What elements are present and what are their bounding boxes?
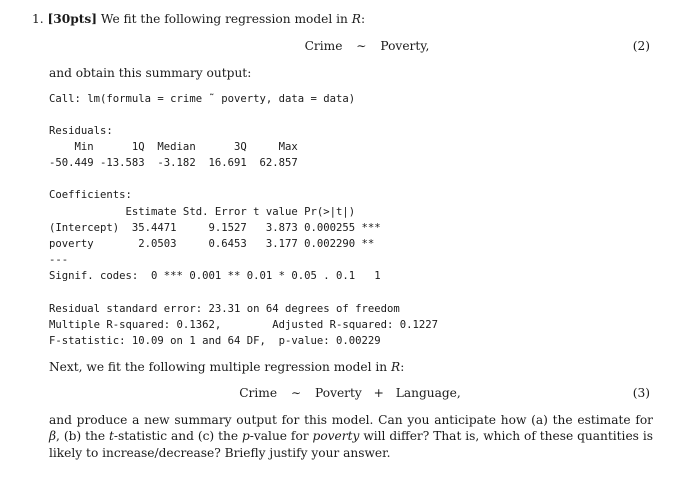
signif-codes: Signif. codes: 0 *** 0.001 ** 0.01 * 0.05 . 0.1 1 xyxy=(49,270,381,282)
equation-2-body xyxy=(40,39,694,53)
para-part-2: , (b) the xyxy=(56,429,106,444)
eq3-number: (3) xyxy=(632,386,650,400)
equation-3 xyxy=(0,386,694,402)
eq3-plus: + xyxy=(373,386,384,400)
problem-points: [30pts] xyxy=(47,12,98,26)
p-symbol: p xyxy=(241,429,250,444)
coef-title: Coefficients: xyxy=(49,189,132,201)
obtain-text: and obtain this summary output: xyxy=(49,66,252,80)
separator: --- xyxy=(49,254,69,266)
problem-lang: R xyxy=(351,12,361,26)
residuals-header: Min 1Q Median 3Q Max xyxy=(49,141,298,153)
r-squared: Multiple R-squared: 0.1362, Adjusted R-squared: 0.1227 xyxy=(49,319,439,331)
para-part-1: and produce a new summary output for this model. Can you anticipate how (a) the estimate for xyxy=(49,413,653,427)
coef-row-intercept: (Intercept) 35.4471 9.1527 3.873 0.000255 *** xyxy=(49,222,381,234)
next-text-after: : xyxy=(400,360,405,374)
next-text-lang: R xyxy=(391,360,401,374)
eq2-tilde: ∼ xyxy=(356,39,367,53)
equation-3-body xyxy=(6,386,694,400)
t-symbol: t xyxy=(108,429,114,444)
residuals-values: -50.449 -13.583 -3.182 16.691 62.857 xyxy=(49,157,298,169)
residuals-title: Residuals: xyxy=(49,125,113,137)
eq3-term1: Poverty xyxy=(315,386,362,400)
problem-intro: We fit the following regression model in xyxy=(100,12,348,26)
equation-2 xyxy=(0,39,694,55)
r-call: Call: lm(formula = crime ˜ poverty, data = data) xyxy=(49,93,356,105)
beta-symbol: β xyxy=(49,429,57,444)
eq3-tilde: ∼ xyxy=(290,386,302,400)
para-part-5: will differ? That is, which of these quantities is likely to increase/decrease? Briefly justify your answer. xyxy=(49,429,653,460)
eq2-lhs: Crime xyxy=(304,39,343,53)
para-part-4: -value for xyxy=(249,429,309,444)
eq2-number: (2) xyxy=(632,39,650,53)
eq3-lhs: Crime xyxy=(239,386,278,400)
eq2-rhs: Poverty, xyxy=(380,39,430,53)
next-text xyxy=(49,360,404,374)
coef-row-poverty: poverty 2.0503 0.6453 3.177 0.002290 ** xyxy=(49,238,375,250)
eq3-term2: Language, xyxy=(395,386,461,400)
para-part-3: -statistic and (c) the xyxy=(113,429,239,444)
coef-header: Estimate Std. Error t value Pr(>|t|) xyxy=(49,206,356,218)
final-paragraph xyxy=(49,412,653,461)
poverty-word: poverty xyxy=(312,429,360,444)
next-text-before: Next, we fit the following multiple regression model in xyxy=(49,360,388,374)
residual-std-error: Residual standard error: 23.31 on 64 degrees of freedom xyxy=(49,303,400,315)
problem-header xyxy=(32,12,365,26)
problem-number: 1. xyxy=(32,12,44,26)
problem-intro-end: : xyxy=(360,12,366,26)
f-statistic: F-statistic: 10.09 on 1 and 64 DF, p-value: 0.00229 xyxy=(49,335,381,347)
